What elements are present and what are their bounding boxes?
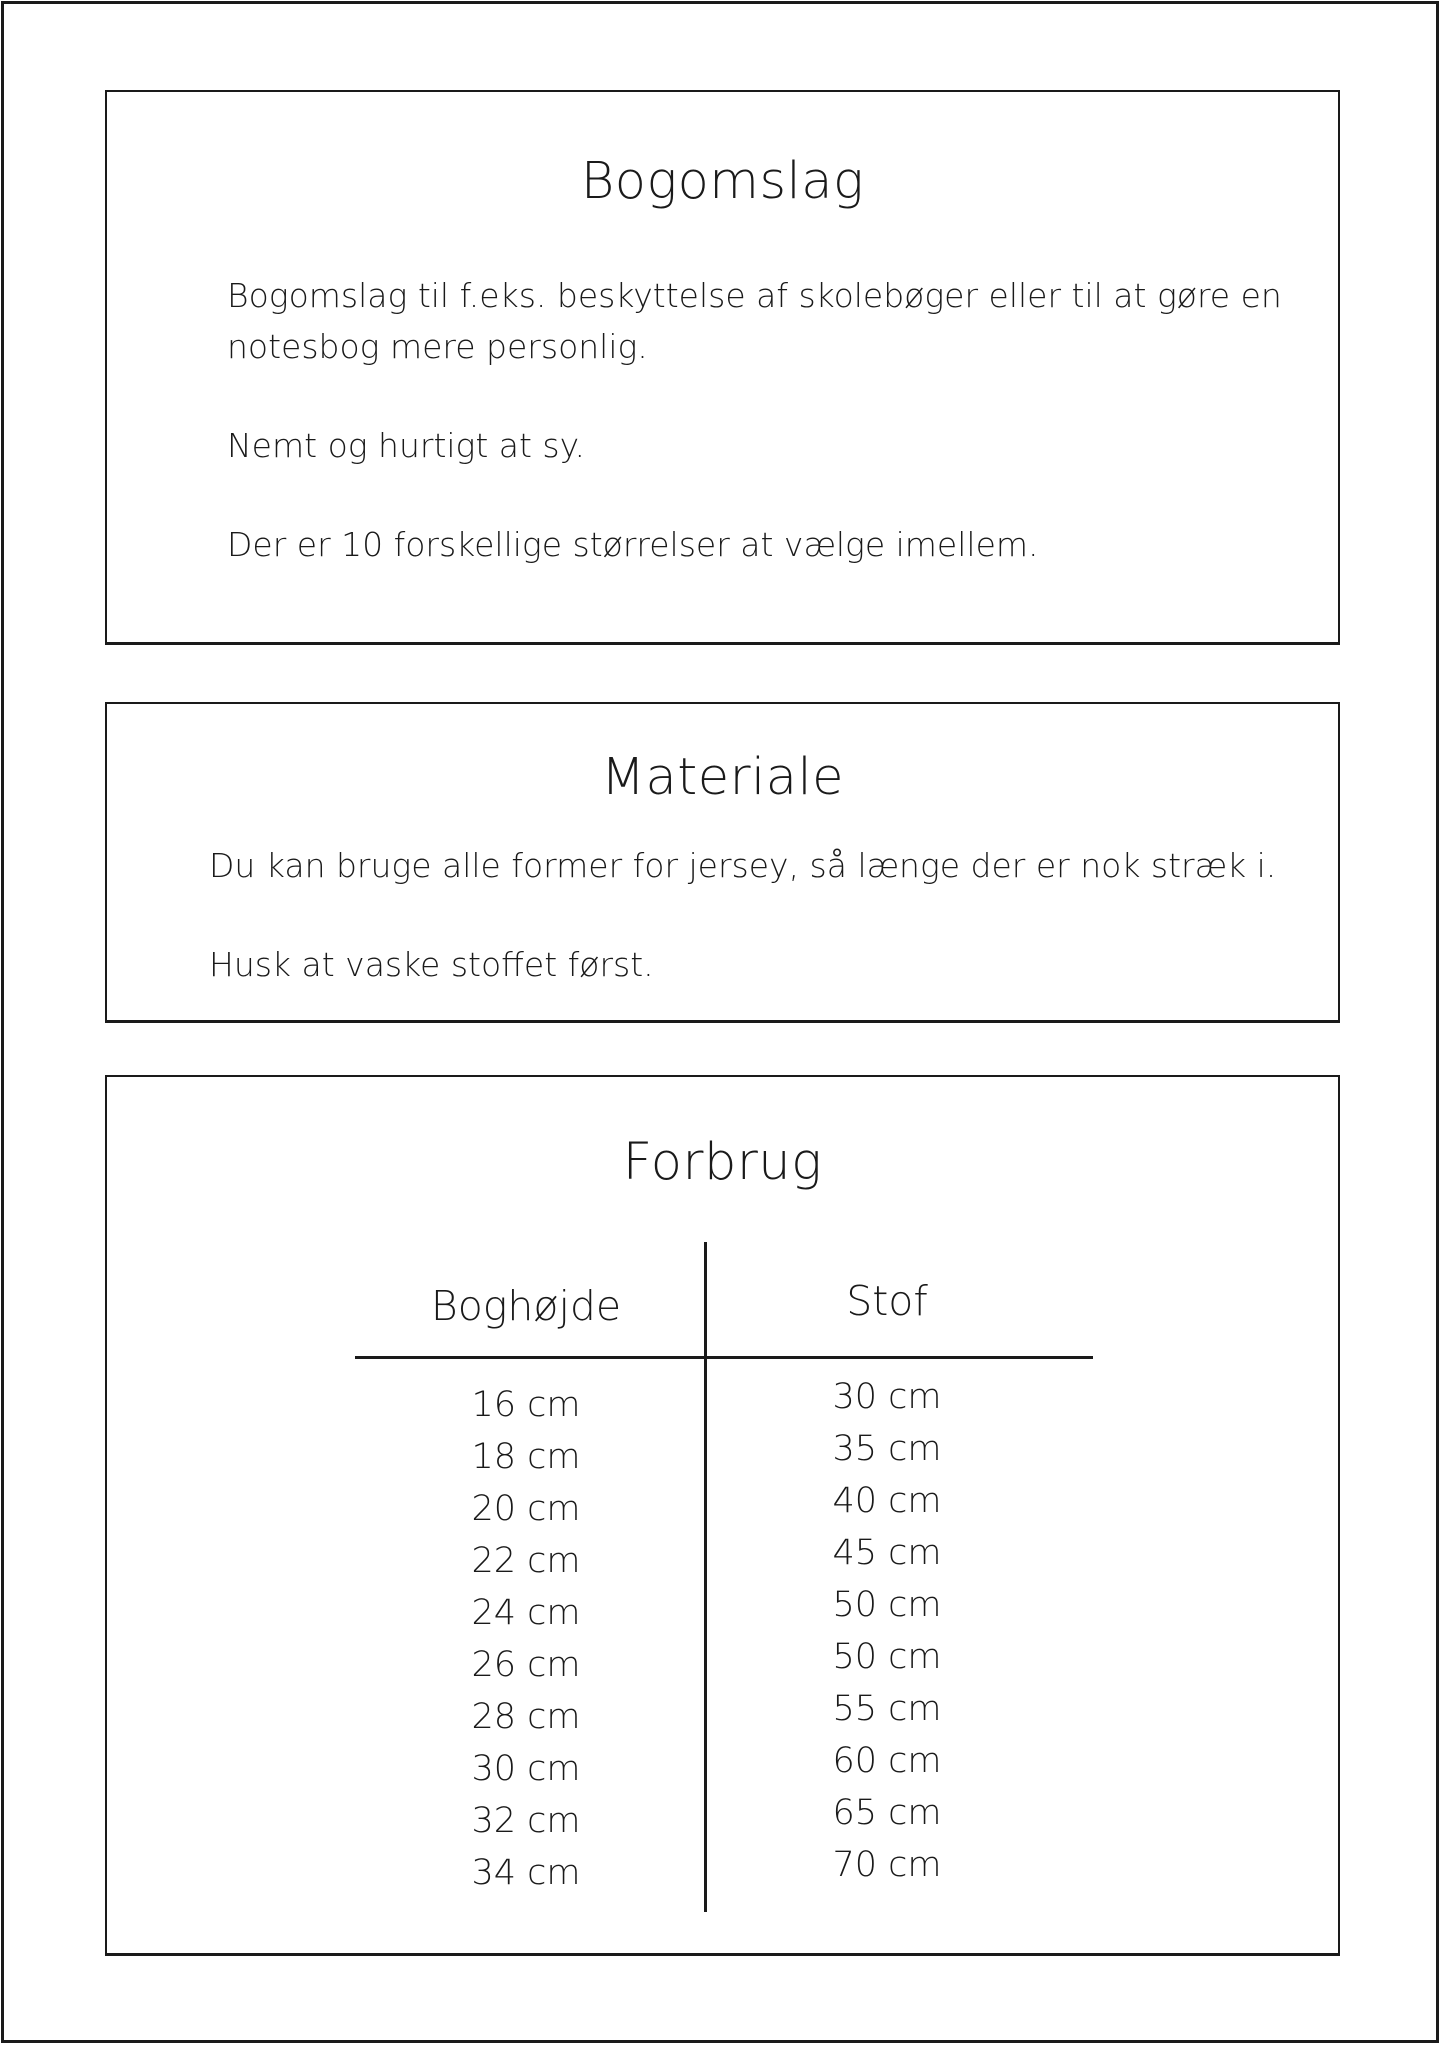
table-cell: 22 cm — [471, 1541, 581, 1581]
table-cell: 20 cm — [471, 1489, 581, 1529]
paragraph: Der er 10 forskellige størrelser at vælge imellem. — [227, 525, 1039, 564]
table-cell: 65 cm — [832, 1793, 942, 1833]
table-cell: 16 cm — [471, 1385, 581, 1425]
paragraph: Bogomslag til f.eks. beskyttelse af skolebøger eller til at gøre en notesbog mere personlig. — [227, 276, 1282, 366]
table-cell: 32 cm — [471, 1801, 581, 1841]
column-boghojde — [376, 1379, 676, 1899]
table-cell: 50 cm — [832, 1637, 942, 1677]
table-cell: 18 cm — [471, 1437, 581, 1477]
paragraph: Nemt og hurtigt at sy. — [227, 426, 585, 465]
paragraph: Husk at vaske stoffet først. — [209, 945, 654, 984]
table-cell: 45 cm — [832, 1533, 942, 1573]
table-cell: 30 cm — [471, 1749, 581, 1789]
column-header-stof: Stof — [846, 1277, 928, 1325]
paragraph: Du kan bruge alle former for jersey, så længe der er nok stræk i. — [209, 846, 1277, 885]
table-horizontal-divider — [355, 1356, 1093, 1359]
section-title: Forbrug — [622, 1133, 823, 1192]
section-title: Materiale — [600, 748, 845, 807]
table-cell: 28 cm — [471, 1697, 581, 1737]
table-cell: 50 cm — [832, 1585, 942, 1625]
table-cell: 60 cm — [832, 1741, 942, 1781]
section-bogomslag — [105, 90, 1340, 645]
table-vertical-divider — [704, 1242, 707, 1912]
table-cell: 24 cm — [471, 1593, 581, 1633]
section-title: Bogomslag — [580, 152, 865, 211]
section-forbrug — [105, 1075, 1340, 1956]
table-cell: 55 cm — [832, 1689, 942, 1729]
table-cell: 40 cm — [832, 1481, 942, 1521]
table-cell: 30 cm — [832, 1377, 942, 1417]
table-cell: 34 cm — [471, 1853, 581, 1893]
column-stof — [737, 1371, 1037, 1891]
table-cell: 35 cm — [832, 1429, 942, 1469]
table-cell: 26 cm — [471, 1645, 581, 1685]
section-materiale — [105, 702, 1340, 1023]
column-header-boghojde: Boghøjde — [430, 1282, 622, 1330]
table-cell: 70 cm — [832, 1845, 942, 1885]
